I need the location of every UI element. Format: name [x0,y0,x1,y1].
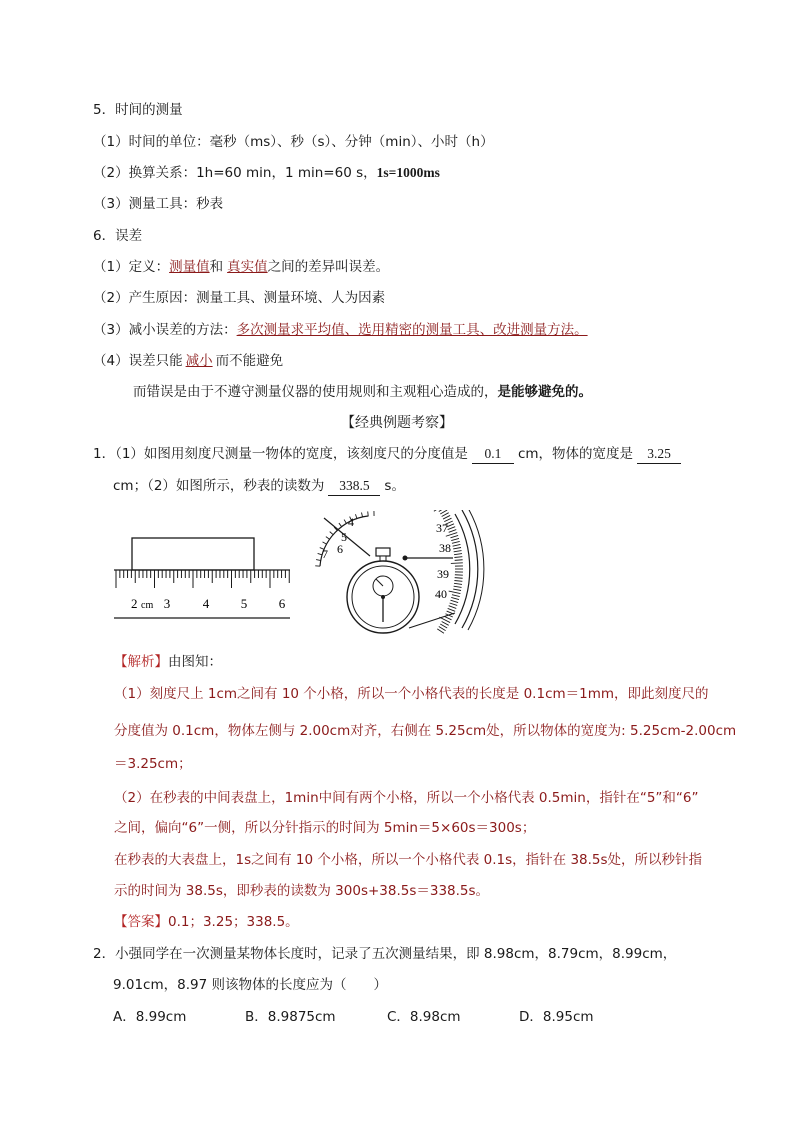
analysis-line-4: （2）在秒表的中间表盘上，1min中间有两个小格，所以一个小格代表 0.5min，指针在“5”和“6” [114,790,699,806]
q1-blank-division: 0.1 [472,445,514,464]
ruler-label-6: 6 [278,596,286,611]
big-dial-tick [454,583,462,584]
big-dial-tick [453,544,461,546]
analysis-line-1: （1）刻度尺上 1cm之间有 10 个小格，所以一个小格代表的长度是 0.1cm＝1mm，即此刻度尺的 [114,686,709,702]
analysis-line-5: 之间，偏向“6”一侧，所以分针指示的时间为 5min＝5×60s＝300s； [114,820,536,836]
analysis-line-2: 分度值为 0.1cm，物体左侧与 2.00cm对齐，右侧在 5.25cm处，所以物体的宽度为: 5.25cm-2.00cm [114,723,737,739]
small-dial-7: 7 [322,547,328,561]
stopwatch-figure [312,510,488,650]
small-dial-5: 5 [341,530,347,544]
big-dial-tick [454,586,462,587]
big-dial-tick [451,538,459,540]
big-dial-tick [451,563,463,564]
q1-text-1: 1．（1）如图用刻度尺测量一物体的宽度，该刻度尺的分度值是 [93,446,468,462]
big-dial-tick [454,580,462,581]
big-dial-tick [452,541,460,543]
q1-text-2: cm，物体的宽度是 [517,446,634,462]
small-dial-tick [330,532,334,535]
q1-line1 [93,444,681,464]
big-dial-tick [454,551,462,552]
time-units-line: （1）时间的单位：毫秒（ms）、秒（s）、分钟（min）、小时（h） [93,134,494,150]
mistake-text: 而错误是由于不遵守测量仪器的使用规则和主观粗心造成的， [133,384,498,400]
big-dial-tick [442,513,449,517]
big-dial-39: 39 [437,567,449,581]
avoid-suffix: 而不能避免 [215,353,284,369]
big-dial-tick [454,557,462,558]
ruler-tick-marks [116,570,289,588]
error-definition-line [93,257,389,277]
big-dial-tick [449,591,461,593]
small-dial-tick [368,511,369,516]
big-dial-tick [455,560,463,561]
big-dial-tick [451,597,459,599]
true-value-blank: 真实值 [227,259,268,275]
big-dial-tick [450,600,458,602]
hand-pivot [381,595,385,599]
conversion-bold: 1s=1000ms [376,165,440,180]
answer-line [114,912,299,932]
small-dial-tick [326,537,330,540]
reduce-methods-blank: 多次测量求平均值、选用精密的测量工具、改进测量方法。 [236,322,588,338]
measured-object [132,538,254,570]
big-dial-tick [449,530,457,533]
conversion-text: （2）换算关系：1h=60 min，1 min=60 s， [93,165,377,181]
def-and: 和 [209,259,224,275]
q1-text-3: cm；（2）如图所示，秒表的读数为 [113,478,325,494]
big-dial-tick [447,611,454,614]
big-dial-38: 38 [439,541,451,555]
time-tool-line: （3）测量工具：秒表 [93,196,224,212]
big-dial-tick [450,535,458,537]
big-dial-40: 40 [435,587,447,601]
small-dial-tick [339,523,342,527]
q2-line-1: 2．小强同学在一次测量某物体长度时，记录了五次测量结果，即 8.98cm，8.79cm，8.99cm， [93,946,677,962]
q1-line2 [113,476,405,496]
q2-line-2: 9.01cm，8.97 则该物体的长度应为（ ） [113,977,387,993]
section-5-title: 5．时间的测量 [93,102,183,118]
error-avoid-line [93,351,283,371]
q2-option-c[interactable]: C．8.98cm [387,1009,461,1025]
small-dial-tick [323,542,327,544]
big-dial-tick [454,554,462,555]
q2-option-b[interactable]: B．8.9875cm [245,1009,336,1025]
small-dial-6: 6 [337,542,343,556]
measured-value-blank: 测量值 [169,259,210,275]
analysis-line-7: 示的时间为 38.5s，即秒表的读数为 300s+38.5s＝338.5s。 [114,883,490,899]
crown-stem [380,556,386,561]
big-dial-tick [453,547,461,548]
mistake-line [133,382,592,402]
error-cause-line: （2）产生原因：测量工具、测量环境、人为因素 [93,290,386,306]
big-dial-tick [443,515,450,519]
big-dial-37: 37 [436,521,448,535]
ruler-label-3: 3 [163,596,171,611]
examples-heading: 【经典例题考察】 [341,415,453,431]
analysis-intro: 由图知： [168,654,222,670]
big-dial-tick [442,621,449,625]
big-dial-tick [448,608,455,611]
q1-text-4: s。 [384,478,405,494]
big-dial-tick [440,510,447,514]
analysis-label: 【解析】 [114,654,168,670]
answer-text: 0.1；3.25；338.5。 [168,914,299,930]
analysis-line-6: 在秒表的大表盘上，1s之间有 10 个小格，所以一个小格代表 0.1s，指针在 38.5s处，所以秒针指 [114,852,703,868]
def-suffix: 之间的差异叫误差。 [267,259,390,275]
big-dial-tick [455,578,463,579]
big-dial-tick [439,626,446,630]
big-dial-tick [452,595,460,597]
q1-blank-width: 3.25 [637,445,681,464]
ruler-label-4: 4 [202,596,210,611]
big-dial-tick [450,603,458,605]
reduce-error-line [93,320,588,340]
conversion-line [93,163,440,183]
crown-button [376,548,390,556]
section-6-title: 6．误差 [93,228,143,244]
big-dial-tick [449,606,457,609]
q2-option-d[interactable]: D．8.95cm [519,1009,594,1025]
reduce-prefix: （3）减小误差的方法： [93,322,237,338]
analysis-heading-line [114,652,222,672]
reduce-blank: 减小 [185,353,213,369]
ruler-label-2: 2 [131,596,138,611]
small-dial-4: 4 [348,515,354,529]
q1-blank-stopwatch: 338.5 [328,477,380,496]
def-prefix: （1）定义： [93,259,170,275]
ruler-label-5: 5 [240,596,248,611]
big-dial-tick [453,589,461,590]
avoid-prefix: （4）误差只能 [93,353,183,369]
q2-option-a[interactable]: A．8.99cm [113,1009,187,1025]
mistake-bold: 是能够避免的。 [497,384,592,400]
ruler-label-cm: cm [141,600,154,611]
ruler-figure [112,532,297,622]
big-dial-tick [448,527,455,530]
small-dial-tick [344,520,347,524]
big-dial-tick [437,629,444,633]
big-dial-tick [440,624,447,628]
analysis-line-3: ＝3.25cm； [114,756,192,772]
answer-label: 【答案】 [114,914,168,930]
big-dial-tick [444,616,451,619]
